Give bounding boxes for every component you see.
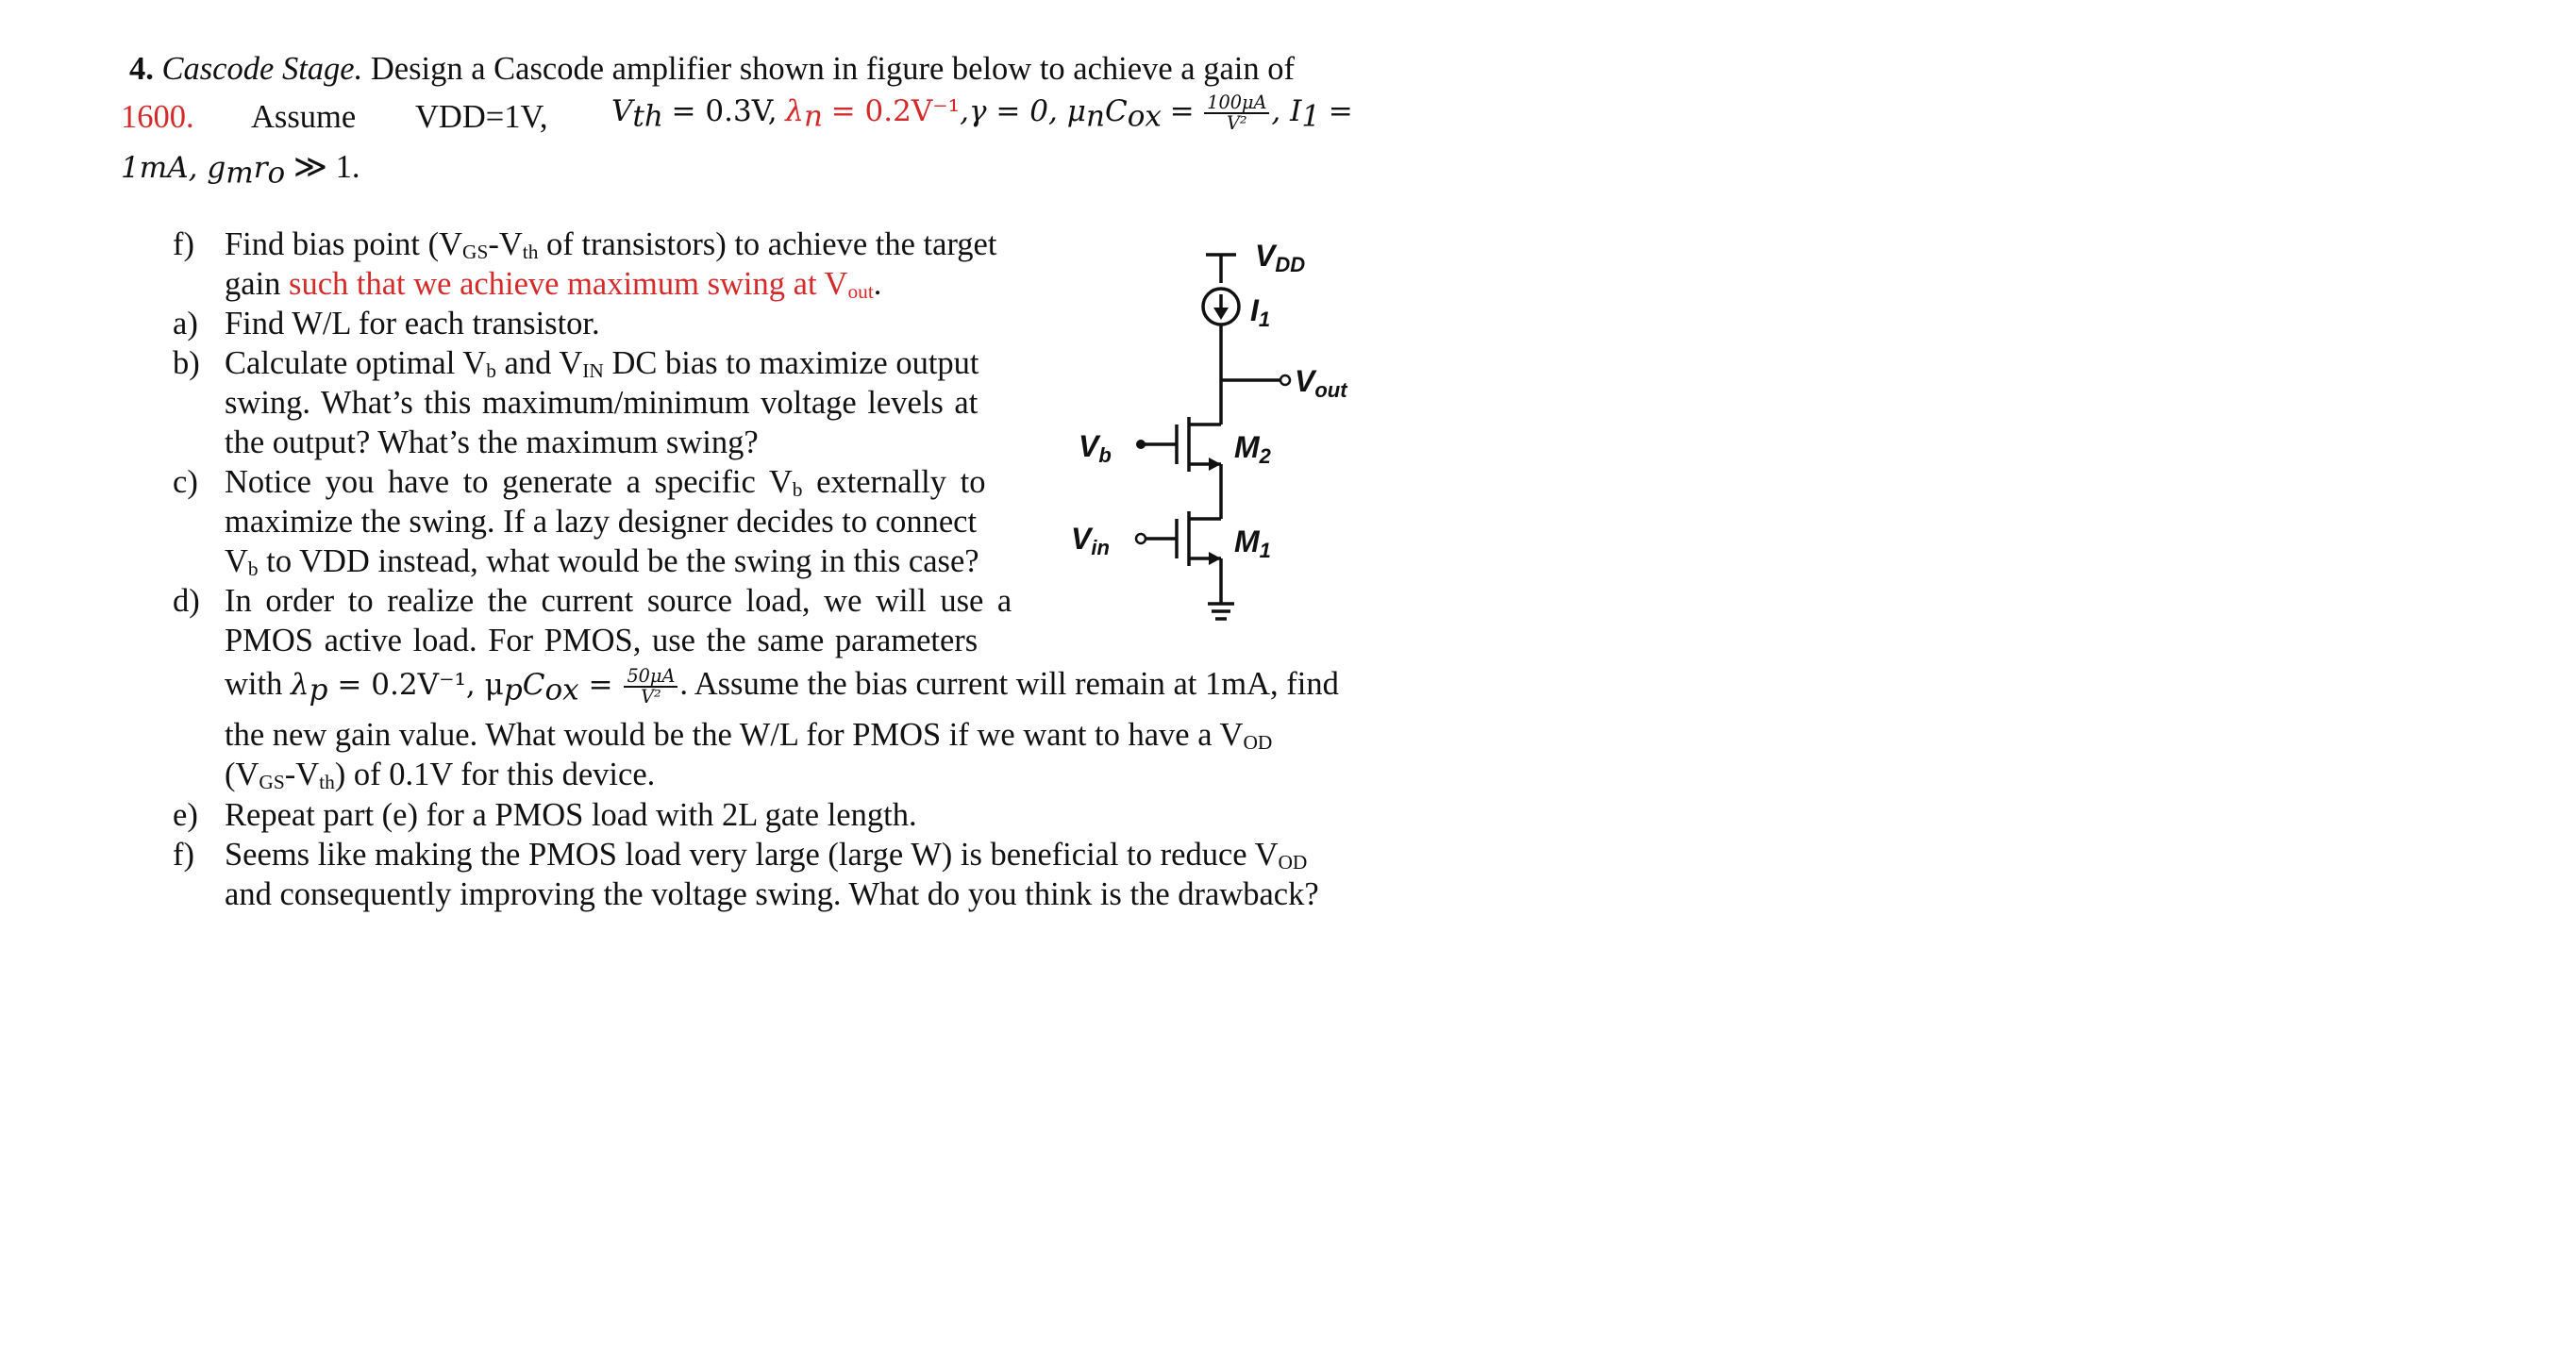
part-d-line2: PMOS active load. For PMOS, use the same parameters (225, 623, 979, 658)
ro-subscript: o (267, 156, 286, 191)
problem-title: Cascode Stage. (161, 51, 363, 87)
vout-terminal (1280, 375, 1290, 385)
subscript-b: b (247, 557, 259, 580)
part-d-line3 (225, 664, 1339, 708)
subscript-ox: ox (544, 673, 579, 707)
part-label-e: e) (173, 797, 198, 833)
cox-symbol: C (522, 668, 545, 702)
part-label-d: d) (173, 583, 200, 619)
text-fragment: with (225, 666, 291, 702)
m1-label: M1 (1234, 524, 1271, 562)
vth-subscript: th (632, 99, 663, 134)
assume-text (251, 97, 356, 138)
text-fragment: Seems like making the PMOS load very large (large W) is beneficial to reduce V (225, 837, 1279, 873)
assume-label: Assume (251, 99, 357, 135)
text-fragment: and V (495, 345, 583, 381)
subscript-od: OD (1278, 850, 1308, 874)
text-fragment: (V (225, 757, 259, 792)
cox-symbol: C (1104, 94, 1128, 128)
vin-terminal (1136, 534, 1146, 543)
vout-label: Vout (1295, 364, 1347, 402)
mun-subscript: n (1085, 99, 1105, 134)
i1-subscript: 1 (1301, 99, 1321, 134)
part-f1-line2 (225, 264, 881, 305)
lambda-n-symbol: λ (785, 94, 804, 128)
vb-label: Vb (1079, 429, 1112, 467)
part-a-line1: Find W/L for each transistor. (225, 306, 600, 341)
text-fragment: of transistors) to achieve the target (538, 226, 997, 262)
fraction-denominator: V² (1226, 112, 1247, 135)
text-fragment: externally to (802, 464, 986, 500)
lambda-p-symbol: λ (290, 668, 309, 702)
problem-header-line3 (121, 147, 360, 191)
part-label-f1: f) (173, 226, 194, 262)
m2-label: M2 (1234, 430, 1271, 468)
part-d-line1: In order to realize the current source load, we will use a (225, 583, 1012, 619)
cascode-schematic (1062, 226, 1382, 641)
vth-symbol: V (611, 94, 633, 128)
vdd-text (415, 97, 548, 138)
vin-label: Vin (1071, 522, 1110, 559)
m2-source-arrow (1209, 458, 1221, 471)
problem-number: 4. (129, 51, 154, 87)
part-label-a: a) (173, 306, 198, 341)
text-fragment: V (225, 543, 248, 579)
problem-header-line2 (121, 97, 194, 138)
problem-header-line1 (129, 49, 1295, 90)
text-fragment: the new gain value. What would be the W/L for PMOS if we want to have a V (225, 717, 1244, 753)
subscript-od: OD (1243, 730, 1273, 754)
subscript-out: out (847, 279, 874, 303)
lambda-n-subscript: n (803, 99, 823, 134)
vth-value: = 0.3V, (671, 94, 778, 128)
subscript-gs: GS (259, 770, 285, 793)
part-d-line5 (225, 755, 655, 795)
mun-cox-fraction (1204, 93, 1269, 133)
i1-label: I1 (1250, 293, 1271, 331)
subscript-b: b (486, 358, 496, 382)
part-label-b: b) (173, 345, 200, 381)
part-d-line4 (225, 715, 1272, 756)
subscript-p: p (503, 673, 523, 707)
fraction-numerator: 50μA (624, 667, 677, 688)
cox-subscript: ox (1127, 99, 1162, 134)
part-label-f2: f) (173, 837, 194, 873)
part-c-line2: maximize the swing. If a lazy designer decides to connect (225, 504, 978, 540)
vdd-label: VDD (1255, 239, 1306, 276)
vdd-value: VDD=1V, (415, 99, 548, 135)
part-b-line1 (225, 343, 979, 384)
i1-equals: = (1328, 94, 1353, 128)
subscript-th: th (522, 240, 539, 263)
part-f1-line1 (225, 225, 996, 265)
text-fragment: -V (284, 757, 320, 792)
equals-sign: = (578, 668, 623, 702)
subscript-p: p (309, 673, 328, 707)
mup-cox-fraction (624, 664, 677, 708)
vb-terminal (1136, 440, 1146, 449)
part-f2-line2: and consequently improving the voltage swing. What do you think is the drawback? (225, 876, 1319, 912)
lambda-n-value: = 0.2V⁻¹ (830, 94, 961, 128)
subscript-gs: GS (462, 240, 489, 263)
text-fragment: to VDD instead, what would be the swing in this case? (258, 543, 979, 579)
part-e-line1: Repeat part (e) for a PMOS load with 2L gate length. (225, 797, 917, 833)
gain-value: 1600. (121, 99, 194, 135)
part-c-line1 (225, 462, 985, 503)
lambda-p-value: = 0.2V⁻¹, μ (327, 668, 504, 702)
ro-symbol: r (253, 151, 268, 185)
part-f2-line1 (225, 835, 1307, 875)
text-fragment: . (873, 266, 882, 302)
m1-source-arrow (1209, 552, 1221, 565)
text-fragment: DC bias to maximize output (603, 345, 979, 381)
fraction-numerator: 100μA (1204, 93, 1269, 114)
text-fragment: ) of 0.1V for this device. (334, 757, 656, 792)
part-label-c: c) (173, 464, 198, 500)
i1-value-gm: 1mA, g (121, 151, 226, 185)
text-fragment: Notice you have to generate a specific V (225, 464, 793, 500)
subscript-b: b (792, 477, 803, 501)
param-list (611, 91, 1353, 135)
text-fragment: . Assume the bias current will remain at 1mA, find (679, 666, 1339, 702)
text-fragment: gain (225, 266, 290, 302)
part-c-line3 (225, 541, 979, 582)
part-b-line2: swing. What’s this maximum/minimum voltage levels at (225, 385, 979, 421)
gm-subscript: m (226, 156, 254, 191)
current-arrow-head (1213, 308, 1229, 320)
subscript-in: IN (582, 358, 604, 382)
i1-symbol: , I (1271, 94, 1302, 128)
highlighted-requirement: such that we achieve maximum swing at V (289, 266, 848, 302)
fraction-denominator: V² (641, 686, 661, 708)
gamma-mu-text: ,γ = 0, μ (960, 94, 1086, 128)
text-fragment: -V (488, 226, 523, 262)
text-fragment: Calculate optimal V (225, 345, 487, 381)
much-greater-one: ≫ 1. (293, 149, 360, 185)
problem-intro: Design a Cascode amplifier shown in figure below to achieve a gain of (370, 51, 1295, 87)
subscript-th: th (319, 770, 335, 793)
text-fragment: Find bias point (V (225, 226, 463, 262)
equals-sign: = (1169, 94, 1195, 128)
part-b-line3: the output? What’s the maximum swing? (225, 424, 759, 460)
